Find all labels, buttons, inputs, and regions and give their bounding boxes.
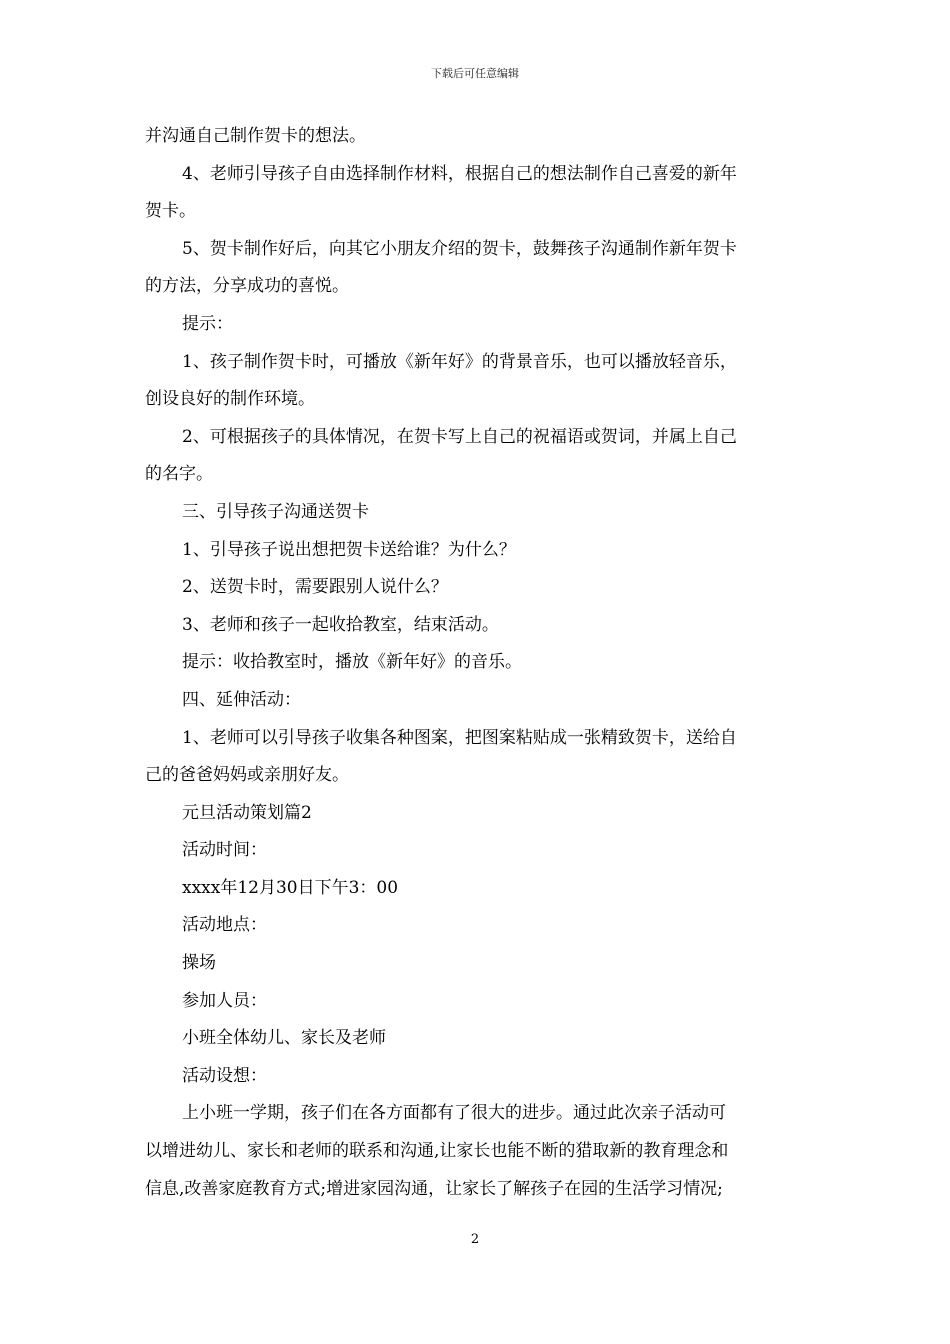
field-label: 活动设想： [182, 1065, 267, 1086]
page-number: 2 [470, 1232, 480, 1247]
paragraph-line: 2、送贺卡时，需要跟别人说什么？ [182, 577, 448, 598]
section-heading: 四、延伸活动： [182, 689, 301, 710]
paragraph-line: 提示：收拾教室时，播放《新年好》的音乐。 [182, 652, 522, 673]
paragraph-line: 4、老师引导孩子自由选择制作材料，根据自己的想法制作自己喜爱的新年 [182, 163, 737, 184]
paragraph-line: 2、可根据孩子的具体情况，在贺卡写上自己的祝福语或贺词，并属上自己 [182, 426, 737, 447]
page-header-note: 下载后可任意编辑 [431, 67, 519, 80]
field-label: 活动时间： [182, 840, 267, 861]
paragraph-line: 信息,改善家庭教育方式;增进家园沟通，让家长了解孩子在园的生活学习情况; [145, 1178, 723, 1199]
paragraph-line: 己的爸爸妈妈或亲朋好友。 [145, 765, 349, 786]
field-value: xxxx年12月30日下午3：00 [182, 877, 399, 898]
paragraph-line: 1、孩子制作贺卡时，可播放《新年好》的背景音乐，也可以播放轻音乐， [182, 351, 737, 372]
paragraph-line: 并沟通自己制作贺卡的想法。 [145, 126, 366, 146]
field-value: 小班全体幼儿、家长及老师 [182, 1028, 386, 1049]
paragraph-line: 以增进幼儿、家长和老师的联系和沟通,让家长也能不断的猎取新的教育理念和 [145, 1141, 729, 1162]
paragraph-line: 贺卡。 [145, 201, 196, 222]
field-label: 参加人员： [182, 990, 267, 1011]
paragraph-line: 提示： [182, 313, 233, 334]
field-label: 活动地点： [182, 915, 267, 936]
paragraph-line: 创设良好的制作环境。 [145, 389, 315, 410]
paragraph-line: 上小班一学期，孩子们在各方面都有了很大的进步。通过此次亲子活动可 [182, 1103, 726, 1124]
paragraph-line: 的方法，分享成功的喜悦。 [145, 276, 349, 297]
paragraph-line: 3、老师和孩子一起收拾教室，结束活动。 [182, 614, 499, 635]
article-title: 元旦活动策划篇2 [182, 802, 312, 823]
section-heading: 三、引导孩子沟通送贺卡 [182, 501, 369, 522]
document-body [145, 118, 807, 1208]
field-value: 操场 [182, 953, 216, 974]
paragraph-line: 1、引导孩子说出想把贺卡送给谁？为什么？ [182, 539, 516, 560]
paragraph-line: 5、贺卡制作好后，向其它小朋友介绍的贺卡，鼓舞孩子沟通制作新年贺卡 [182, 238, 737, 259]
paragraph-line: 的名字。 [145, 464, 213, 485]
paragraph-line: 1、老师可以引导孩子收集各种图案，把图案粘贴成一张精致贺卡，送给自 [182, 727, 737, 748]
